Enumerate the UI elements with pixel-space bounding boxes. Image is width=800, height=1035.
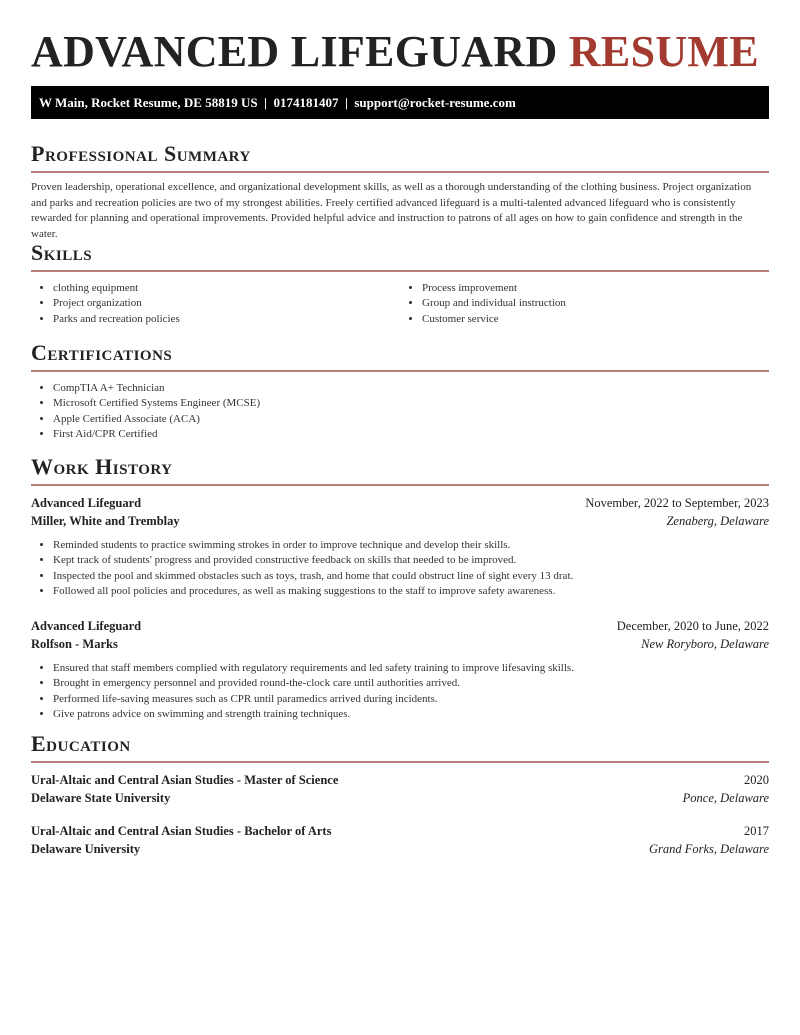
certification-item: • Microsoft Certified Systems Engineer (MCSE) <box>53 396 769 411</box>
section-divider <box>31 761 769 763</box>
job-dates: November, 2022 to September, 2023 <box>585 496 769 510</box>
skill-item: • Parks and recreation policies <box>53 312 400 327</box>
resume-title <box>31 26 759 77</box>
job-title: Advanced Lifeguard <box>31 619 142 634</box>
job-company: Rolfson - Marks <box>31 637 118 652</box>
job-bullet: • Performed life-saving measures such as CPR until paramedics arrived during incidents. <box>53 692 769 707</box>
job-bullet: • Give patrons advice on swimming and strength training techniques. <box>53 707 769 722</box>
separator: | <box>264 95 267 110</box>
job-entry <box>31 494 769 599</box>
job-bullet: • Inspected the pool and skimmed obstacles such as toys, trash, and home that could obstruct line of sight every 13 drat. <box>53 569 769 584</box>
skills-list-left <box>31 281 400 327</box>
certifications-list <box>31 381 769 442</box>
education-entry <box>31 771 769 807</box>
skill-item: • Project organization <box>53 296 400 311</box>
skill-item: • Customer service <box>422 312 769 327</box>
school: Delaware University <box>31 842 141 856</box>
job-bullets <box>31 538 769 599</box>
section-divider <box>31 171 769 173</box>
job-bullet: • Kept track of students' progress and provided constructive feedback on skills that needed to be improved. <box>53 553 769 568</box>
job-bullet: • Reminded students to practice swimming strokes in order to improve technique and develop their skills. <box>53 538 769 553</box>
contact-phone: 0174181407 <box>273 95 339 110</box>
separator: | <box>344 95 348 110</box>
job-bullets <box>31 661 769 722</box>
skill-item: • Process improvement <box>422 281 769 296</box>
job-location: New Roryboro, Delaware <box>641 637 769 652</box>
school: Delaware State University <box>31 791 171 805</box>
job-bullet: • Followed all pool policies and procedures, as well as making suggestions to the staff to improve safety awareness. <box>53 584 769 599</box>
job-company: Miller, White and Tremblay <box>31 514 180 528</box>
skill-item: • clothing equipment <box>53 281 400 296</box>
summary-text: Proven leadership, operational excellence, and organizational development skills, as well as a thorough understanding of the clothing business. Project organization and parks and recreation policies are two of my strongest abilities. Freely certified advanced lifeguard is a multi-talented advanced lifeguard who is consistently rewarded for planning and operational improvements. Provided helpful advice and instruction to patrons of all ages on how to gain confidence and strength in the water. <box>31 181 752 240</box>
skill-item: • Group and individual instruction <box>422 296 769 311</box>
section-divider <box>31 484 769 486</box>
year: 2020 <box>744 773 769 787</box>
certifications-section <box>31 340 769 442</box>
certification-item: • Apple Certified Associate (ACA) <box>53 412 769 427</box>
skills-list-right <box>400 281 769 327</box>
year: 2017 <box>744 824 769 838</box>
section-heading: Skills <box>31 240 93 265</box>
certification-item: • CompTIA A+ Technician <box>53 381 769 396</box>
job-location: Zenaberg, Delaware <box>666 514 769 528</box>
title-accent: RESUME <box>568 27 759 76</box>
section-divider <box>31 370 769 372</box>
section-heading: Professional Summary <box>31 141 251 166</box>
section-heading: Education <box>31 731 131 756</box>
school-location: Grand Forks, Delaware <box>648 842 769 856</box>
contact-bar <box>31 86 769 119</box>
job-title: Advanced Lifeguard <box>31 496 142 510</box>
contact-email[interactable]: support@rocket-resume.com <box>354 95 516 110</box>
title-main: ADVANCED LIFEGUARD <box>31 27 558 76</box>
school-location: Ponce, Delaware <box>682 791 769 805</box>
job-bullet: • Brought in emergency personnel and provided round-the-clock care until authorities arrived. <box>53 676 769 691</box>
section-heading: Certifications <box>31 340 173 365</box>
section-divider <box>31 270 769 272</box>
job-entry <box>31 617 769 722</box>
education-section <box>31 731 769 858</box>
skills-section <box>31 240 769 327</box>
certification-item: • First Aid/CPR Certified <box>53 427 769 442</box>
section-heading: Work History <box>31 454 173 479</box>
job-bullet: • Ensured that staff members complied with regulatory requirements and led safety training to improve lifesaving skills. <box>53 661 769 676</box>
work-history-section <box>31 454 769 722</box>
contact-address: W Main, Rocket Resume, DE 58819 US <box>39 95 258 110</box>
degree: Ural-Altaic and Central Asian Studies - Master of Science <box>31 773 339 787</box>
education-entry <box>31 822 769 858</box>
degree: Ural-Altaic and Central Asian Studies - Bachelor of Arts <box>31 824 332 838</box>
job-dates: December, 2020 to June, 2022 <box>616 619 769 634</box>
summary-section <box>31 141 769 242</box>
